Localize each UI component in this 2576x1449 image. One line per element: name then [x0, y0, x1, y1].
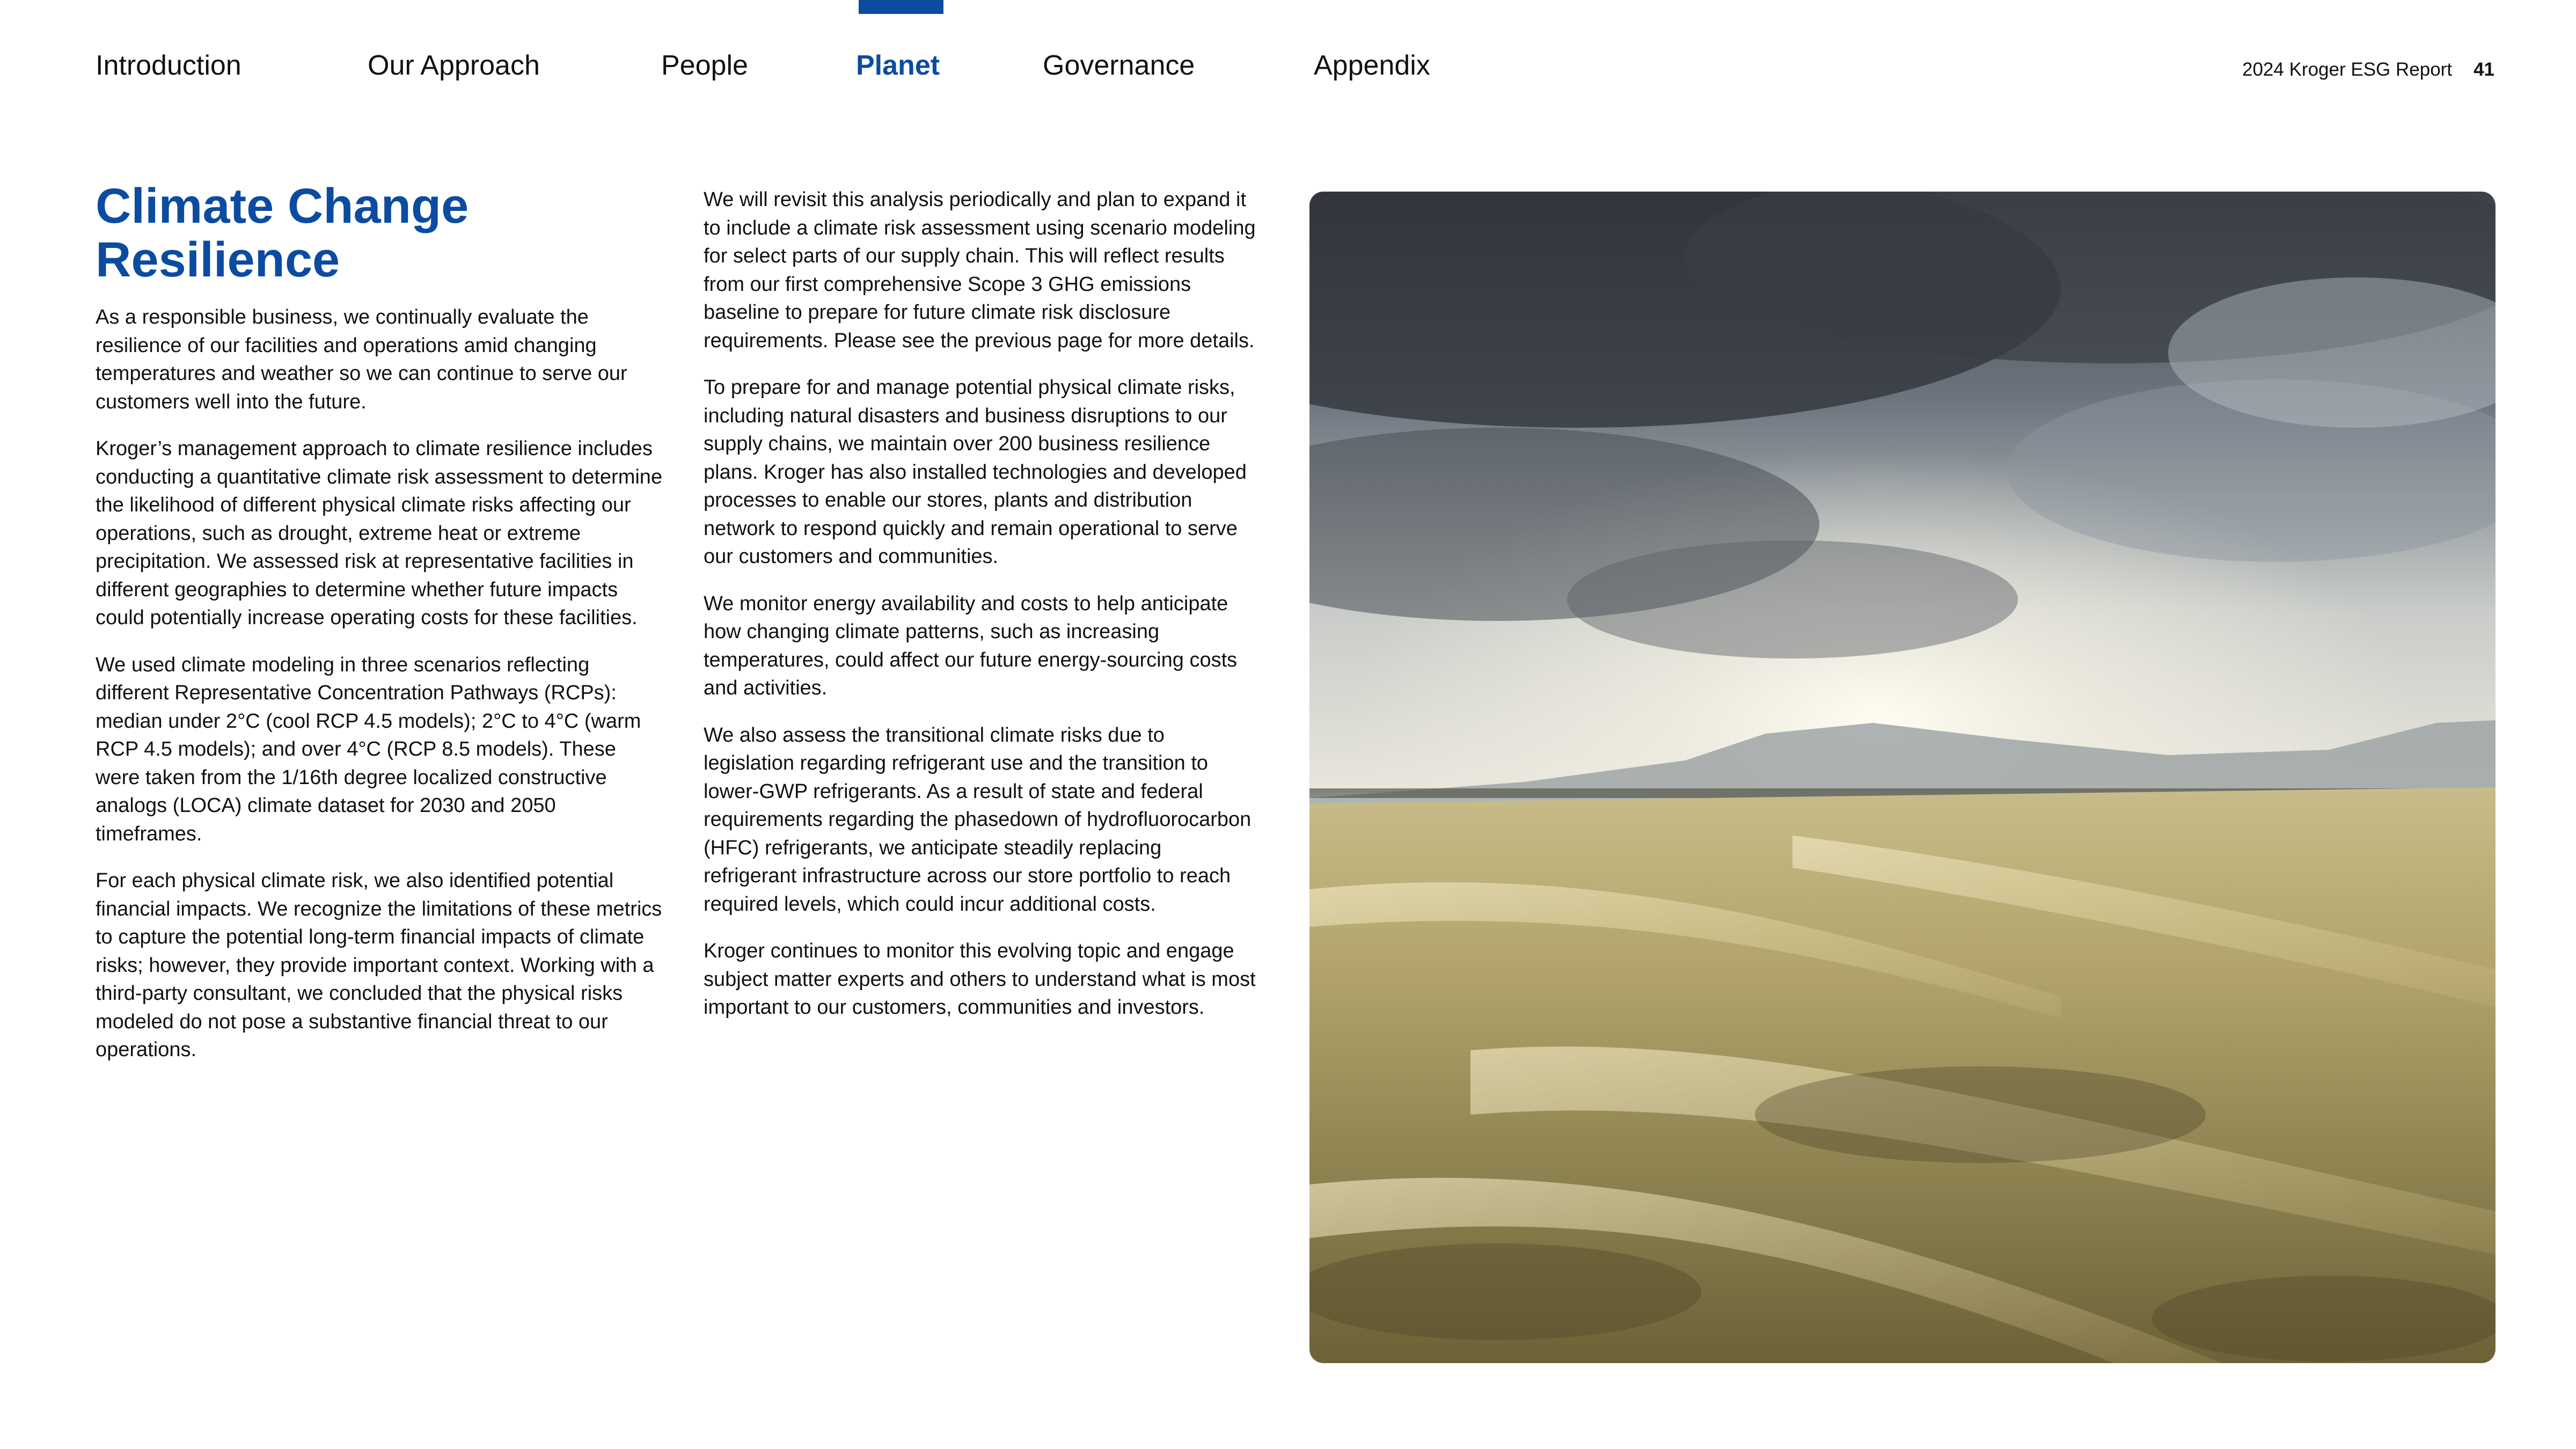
paragraph: Kroger continues to monitor this evolving topic and engage subject matter experts and others to understand what is most important to our customers, communities and investors. [704, 940, 1256, 1019]
report-title: 2024 Kroger ESG Report [2242, 59, 2453, 80]
paragraph: We will revisit this analysis periodically and plan to expand it to include a climate risk assessment using scenario modeling for select parts of our supply chain. This will reflect results from our first comprehensive Scope 3 GHG emissions baseline to prepare for future climate risk disclosure requirements. Please see the previous page for more details. [704, 188, 1256, 352]
paragraph: We also assess the transitional climate risks due to legislation regarding refrigerant use and the transition to lower-GWP refrigerants. As a result of state and federal requirements regarding the phasedown of hydrofluorocarbon (HFC) refrigerants, we anticipate steadily replacing refrigerant infrastructure across our store portfolio to reach required levels, which could incur additional costs. [704, 723, 1252, 916]
nav-people[interactable]: People [661, 50, 748, 81]
landscape-illustration [1309, 192, 2496, 1363]
paragraph: We monitor energy availability and costs to help anticipate how changing climate patterns, such as increasing temperatures, could affect our future energy-sourcing costs and activities. [704, 592, 1238, 699]
paragraph: Kroger’s management approach to climate resilience includes conducting a quantitative climate risk assessment to determine the likelihood of different physical climate risks affecting our operations, such as drought, extreme heat or extreme precipitation. We assessed risk at representative facilities in different geographies to determine whether future impacts could potentially increase operating costs for these facilities. [96, 437, 663, 629]
nav-planet[interactable]: Planet [856, 50, 940, 81]
nav-appendix[interactable]: Appendix [1314, 50, 1430, 81]
text-column-left [96, 303, 664, 1083]
nav-our-approach[interactable]: Our Approach [368, 50, 540, 81]
paragraph: As a responsible business, we continually evaluate the resilience of our facilities and operations amid changing temperatures and weather so we can continue to serve our customers well into the future. [96, 306, 627, 413]
nav-introduction[interactable]: Introduction [96, 50, 241, 81]
paragraph: For each physical climate risk, we also identified potential financial impacts. We recognize the limitations of these metrics to capture the potential long-term financial impacts of climate risks; however, they provide important context. Working with a third-party consultant, we concluded that the physical risks modeled do not pose a substantive financial threat to our operations. [96, 869, 662, 1061]
active-tab-indicator [859, 0, 943, 14]
nav-governance[interactable]: Governance [1043, 50, 1195, 81]
text-column-middle [704, 186, 1256, 1041]
paragraph: We used climate modeling in three scenarios reflecting different Representative Concentration Pathways (RCPs): median under 2°C (cool RCP 4.5 models); 2°C to 4°C (warm RCP 4.5 models); and over 4°C (RCP 8.5 models). These were taken from the 1/16th degree localized constructive analogs (LOCA) climate dataset for 2030 and 2050 timeframes. [96, 653, 641, 845]
report-header [2242, 59, 2494, 80]
wheat-field-photo [1309, 192, 2496, 1363]
page-number: 41 [2473, 59, 2494, 80]
page-title: Climate Change Resilience [96, 179, 469, 287]
paragraph: To prepare for and manage potential physical climate risks, including natural disasters and business disruptions to our supply chains, we maintain over 200 business resilience plans. Kroger has also installed technologies and developed processes to enable our stores, plants and distribution network to respond quickly and remain operational to serve our customers and communities. [704, 376, 1247, 568]
